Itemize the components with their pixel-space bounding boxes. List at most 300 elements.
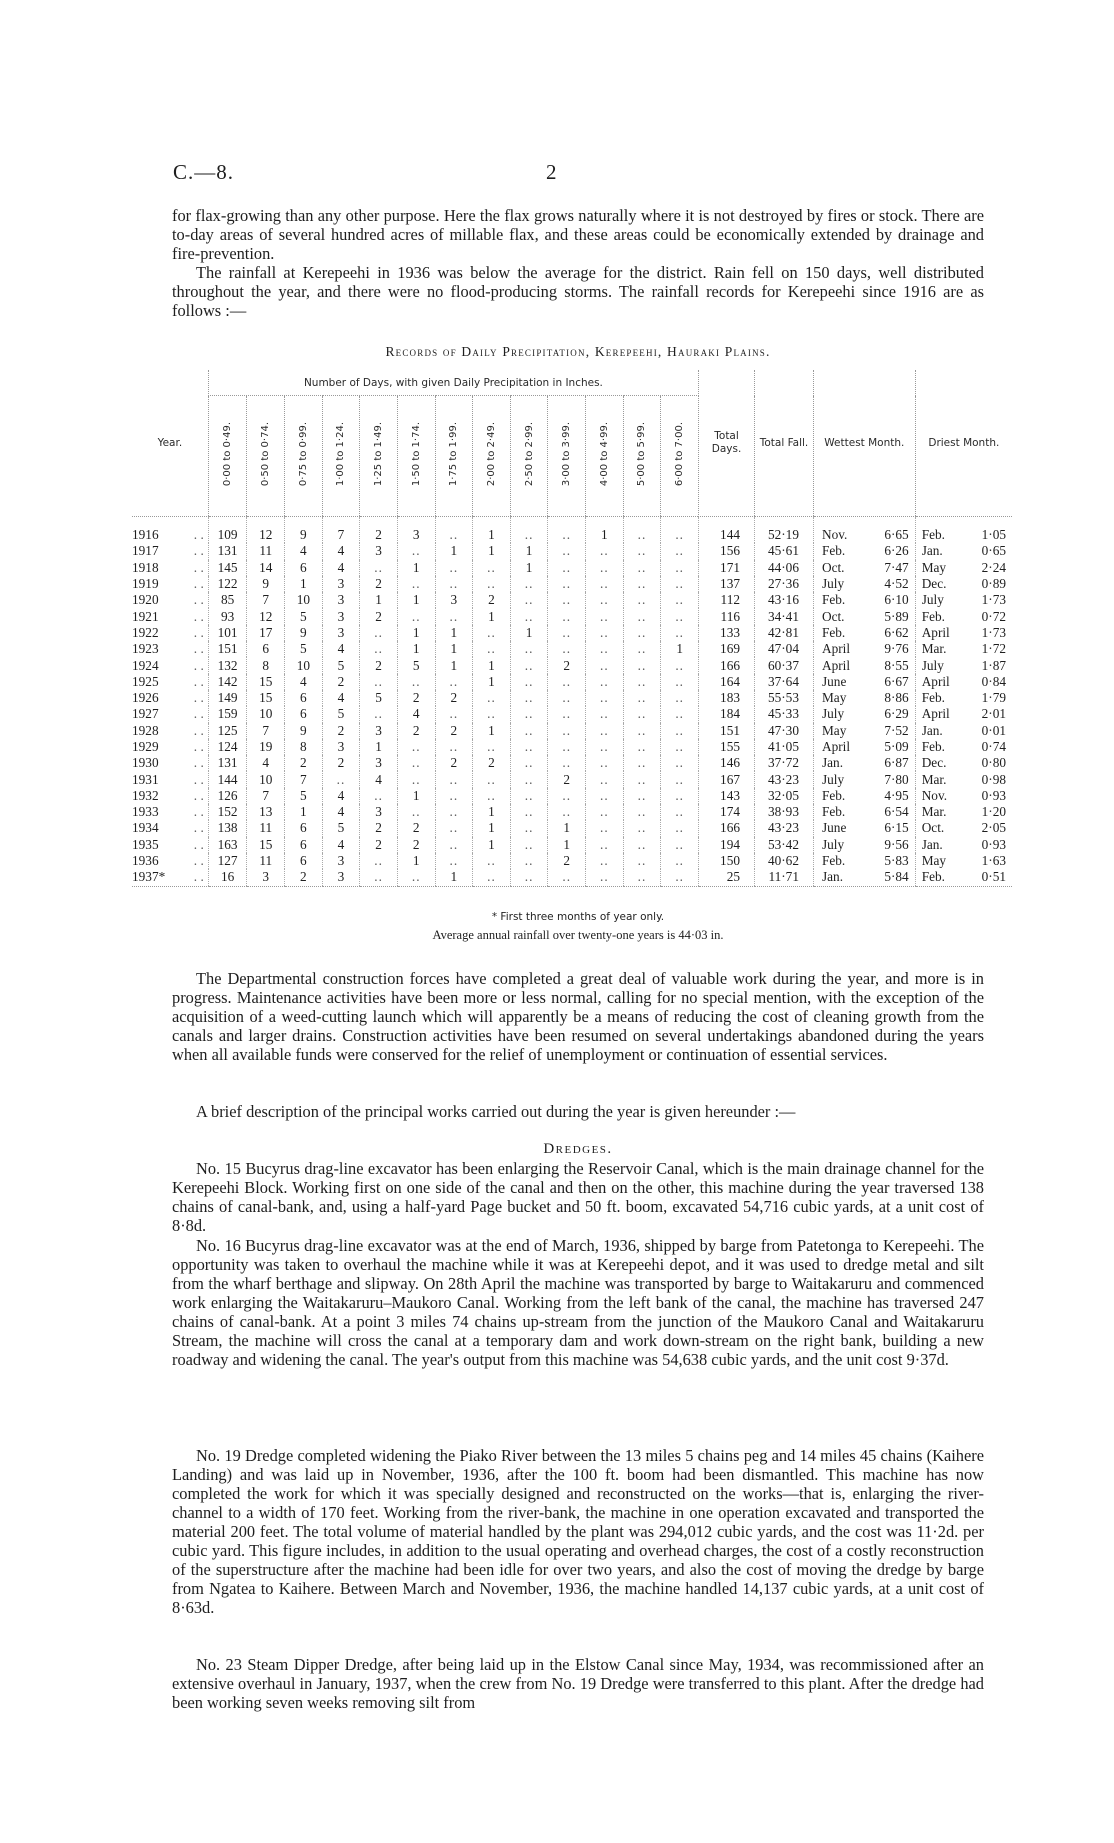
day-count-cell: 10	[285, 592, 323, 608]
day-count-cell: ..	[623, 608, 661, 624]
driest-value: 2·24	[981, 559, 1006, 575]
year-cell: 1935 . .	[132, 836, 204, 852]
paragraph-dredge-16: No. 16 Bucyrus drag-line excavator was at the end of March, 1936, shipped by barge from Patetonga to Kerepeehi. The opportunity was taken to overhaul the machine while it was at Kerepeehi depot, and it was used to dredge metal and silt from the wharf berthage and slipway. On 28th April the machine was transported by barge to Waitakaruru and commenced work enlarging the Waitakaruru–Maukoro Canal. Working from the left bank of the canal, the machine has traversed 247 chains of canal-bank. At a point 3 miles 74 chains up-stream from the junction of the Maukoro Canal and Waitakaruru Stream, the machine will cross the canal at a temporary dam and work down-stream on the right bank, building a new roadway and widening the canal. The year's output from this machine was 54,638 cubic yards, and the unit cost 9·37d.	[172, 1236, 984, 1369]
day-count-cell: ..	[397, 674, 435, 690]
driest-month-cell	[915, 723, 1012, 739]
day-count-cell: 10	[247, 771, 285, 787]
day-count-cell: 125	[208, 723, 247, 739]
day-count-cell: 4	[322, 690, 360, 706]
day-count-cell: 6	[285, 560, 323, 576]
driest-value: 1·05	[981, 527, 1006, 543]
year-cell: 1921 . .	[132, 608, 204, 624]
day-count-cell: ..	[623, 739, 661, 755]
wettest-month-cell	[813, 869, 915, 886]
day-count-cell: ..	[510, 641, 548, 657]
range-header	[661, 396, 699, 517]
driest-value: 1·63	[981, 853, 1006, 869]
day-count-cell: 2	[397, 820, 435, 836]
paragraph-dredge-23: No. 23 Steam Dipper Dredge, after being laid up in the Elstow Canal since May, 1934, was recommissioned after an extensive overhaul in January, 1937, when the crew from No. 19 Dredge were transferred to this plant. After the dredge had been working seven weeks removing silt from	[172, 1655, 984, 1712]
wettest-month-header: Wettest Month.	[813, 370, 915, 517]
day-count-cell: ..	[623, 657, 661, 673]
day-count-cell: 7	[322, 517, 360, 544]
day-count-cell: ..	[435, 674, 473, 690]
wettest-month-cell	[813, 723, 915, 739]
total-fall-cell: 53·42	[755, 837, 814, 853]
table-row	[132, 723, 1012, 739]
day-count-cell: ..	[397, 543, 435, 559]
day-count-cell: 4	[285, 543, 323, 559]
year-value: 1924	[132, 657, 159, 673]
day-count-cell: 4	[322, 560, 360, 576]
day-count-cell: 15	[247, 674, 285, 690]
year-value: 1930	[132, 755, 159, 771]
range-header	[586, 396, 624, 517]
wettest-value: 6·62	[884, 624, 909, 640]
wettest-month: June	[821, 673, 847, 689]
driest-value: 1·72	[981, 641, 1006, 657]
day-count-cell: ..	[473, 625, 511, 641]
day-count-cell: 2	[360, 837, 398, 853]
driest-value: 1·79	[981, 690, 1006, 706]
day-count-cell: 3	[322, 592, 360, 608]
day-count-cell: ..	[661, 517, 699, 544]
wettest-value: 6·10	[884, 592, 909, 608]
day-count-cell: 1	[510, 543, 548, 559]
driest-month-cell	[915, 625, 1012, 641]
day-count-cell: ..	[360, 641, 398, 657]
driest-month: Mar.	[921, 804, 947, 820]
driest-month-cell	[915, 837, 1012, 853]
wettest-month: April	[821, 657, 851, 673]
range-header-label: 3·00 to 3·99.	[561, 422, 573, 487]
driest-value: 0·74	[981, 739, 1006, 754]
day-count-cell: ..	[435, 820, 473, 836]
wettest-month-cell	[813, 853, 915, 869]
wettest-month-cell	[813, 706, 915, 722]
driest-value: 1·73	[981, 592, 1006, 608]
driest-value: 0·65	[981, 543, 1006, 559]
day-count-cell: ..	[510, 820, 548, 836]
day-count-cell: ..	[360, 706, 398, 722]
day-count-cell: ..	[623, 771, 661, 787]
day-count-cell: ..	[623, 560, 661, 576]
day-count-cell: ..	[548, 723, 586, 739]
wettest-month: May	[821, 722, 847, 738]
day-count-cell: 6	[285, 837, 323, 853]
table-title: Records of Daily Precipitation, Kerepeehi, Hauraki Plains.	[385, 344, 771, 359]
day-count-cell: 6	[285, 690, 323, 706]
table-footnote: * First three months of year only.	[491, 911, 665, 923]
day-count-cell: ..	[586, 690, 624, 706]
day-count-cell: 2	[473, 755, 511, 771]
day-count-cell: 4	[322, 543, 360, 559]
day-count-cell: 144	[208, 771, 247, 787]
total-days-cell: 166	[699, 820, 755, 836]
paragraph-dredge-15: No. 15 Bucyrus drag-line excavator has been enlarging the Reservoir Canal, which is the main drainage channel for the Kerepeehi Block. Working first on one side of the canal and then on the other, this machine during the year traversed 138 chains of canal-bank, and, using a half-yard Page bucket and 50 ft. boom, excavated 54,716 cubic yards, at a unit cost of 8·8d.	[172, 1159, 984, 1235]
wettest-month: Feb.	[821, 543, 846, 559]
wettest-value: 4·95	[884, 787, 909, 803]
day-count-cell: 1	[473, 657, 511, 673]
day-count-cell: 151	[208, 641, 247, 657]
range-header	[473, 396, 511, 517]
total-days-cell: 156	[699, 543, 755, 559]
total-days-cell: 166	[699, 657, 755, 673]
year-header: Year.	[132, 370, 208, 517]
day-count-cell: 1	[473, 517, 511, 544]
driest-month-cell	[915, 560, 1012, 576]
year-value: 1920	[132, 592, 159, 608]
total-fall-cell: 41·05	[755, 739, 814, 755]
day-count-cell: ..	[510, 706, 548, 722]
day-count-cell: ..	[586, 706, 624, 722]
year-value: 1934	[132, 820, 159, 836]
day-count-cell: 2	[435, 690, 473, 706]
day-count-cell: 109	[208, 517, 247, 544]
year-cell: 1936 . .	[132, 853, 204, 869]
day-count-cell: ..	[623, 804, 661, 820]
day-count-cell: ..	[661, 723, 699, 739]
day-count-cell: ..	[623, 674, 661, 690]
day-count-cell: ..	[510, 804, 548, 820]
day-count-cell: 7	[285, 771, 323, 787]
total-fall-cell: 34·41	[755, 608, 814, 624]
table-row	[132, 608, 1012, 624]
day-count-cell: ..	[435, 560, 473, 576]
range-header-label: 0·00 to 0·49.	[222, 422, 234, 487]
day-count-cell: 5	[322, 820, 360, 836]
year-cell: 1919 . .	[132, 576, 204, 592]
day-count-cell: 1	[473, 820, 511, 836]
total-days-cell: 150	[699, 853, 755, 869]
day-count-cell: 1	[285, 804, 323, 820]
table-row	[132, 657, 1012, 673]
day-count-cell: ..	[586, 820, 624, 836]
wettest-month-cell	[813, 739, 915, 755]
driest-month: Jan.	[921, 836, 943, 852]
day-count-cell: ..	[661, 788, 699, 804]
range-header	[397, 396, 435, 517]
driest-month-cell	[915, 608, 1012, 624]
day-count-cell: ..	[586, 592, 624, 608]
driest-month-cell	[915, 576, 1012, 592]
day-count-cell: ..	[661, 771, 699, 787]
year-cell: 1917 . .	[132, 543, 204, 559]
driest-month: Feb.	[921, 527, 945, 543]
total-days-cell: 183	[699, 690, 755, 706]
day-count-cell: 127	[208, 853, 247, 869]
driest-month: Feb.	[921, 869, 945, 885]
day-count-cell: 9	[285, 723, 323, 739]
day-count-cell: 1	[510, 560, 548, 576]
day-count-cell: 9	[285, 517, 323, 544]
day-count-cell: 131	[208, 543, 247, 559]
total-days-cell: 155	[699, 739, 755, 755]
wettest-value: 9·56	[884, 836, 909, 852]
day-count-cell: ..	[360, 560, 398, 576]
day-count-cell: ..	[510, 608, 548, 624]
driest-month: Mar.	[921, 641, 947, 657]
driest-month: Jan.	[921, 543, 943, 559]
day-count-cell: 131	[208, 755, 247, 771]
range-header	[435, 396, 473, 517]
table-row	[132, 625, 1012, 641]
wettest-month-cell	[813, 608, 915, 624]
day-count-cell: ..	[623, 820, 661, 836]
driest-month-cell	[915, 853, 1012, 869]
day-count-cell: 12	[247, 608, 285, 624]
year-value: 1935	[132, 836, 159, 852]
day-count-cell: 2	[285, 869, 323, 886]
wettest-value: 5·84	[884, 869, 909, 885]
year-value: 1928	[132, 722, 159, 738]
range-header-label: 0·50 to 0·74.	[260, 422, 272, 487]
day-count-cell: ..	[548, 788, 586, 804]
day-count-cell: 3	[322, 869, 360, 886]
day-count-cell: ..	[586, 674, 624, 690]
day-count-cell: ..	[435, 517, 473, 544]
day-count-cell: ..	[435, 788, 473, 804]
day-count-cell: ..	[473, 706, 511, 722]
year-cell: 1934 . .	[132, 820, 204, 836]
wettest-month: July	[821, 706, 845, 722]
wettest-value: 5·83	[884, 853, 909, 869]
day-count-cell: 5	[285, 788, 323, 804]
day-count-cell: 11	[247, 853, 285, 869]
driest-value: 0·84	[981, 673, 1006, 689]
year-cell: 1932 . .	[132, 787, 204, 803]
day-count-cell: ..	[623, 641, 661, 657]
day-count-cell: 1	[473, 543, 511, 559]
day-count-cell: 5	[285, 641, 323, 657]
day-count-cell: 142	[208, 674, 247, 690]
day-count-cell: ..	[623, 576, 661, 592]
day-count-cell: ..	[473, 869, 511, 886]
range-header-label: 6·00 to 7·00.	[674, 422, 686, 487]
day-count-cell: 2	[360, 576, 398, 592]
day-count-cell: 1	[473, 674, 511, 690]
day-count-cell: 2	[435, 755, 473, 771]
day-count-cell: ..	[435, 853, 473, 869]
day-count-cell: 1	[397, 560, 435, 576]
driest-month-cell	[915, 674, 1012, 690]
day-count-cell: ..	[623, 592, 661, 608]
day-count-cell: 6	[285, 820, 323, 836]
day-count-cell: ..	[661, 820, 699, 836]
table-row	[132, 755, 1012, 771]
wettest-month-cell	[813, 755, 915, 771]
driest-month-cell	[915, 755, 1012, 771]
total-fall-header: Total Fall.	[755, 370, 814, 517]
wettest-value: 5·89	[884, 608, 909, 624]
day-count-cell: 5	[285, 608, 323, 624]
day-count-cell: 2	[322, 755, 360, 771]
day-count-cell: ..	[360, 869, 398, 886]
table-row	[132, 576, 1012, 592]
wettest-month-cell	[813, 641, 915, 657]
range-header-label: 1·75 to 1·99.	[448, 422, 460, 487]
page-number: 2	[546, 160, 558, 184]
total-days-cell: 169	[699, 641, 755, 657]
wettest-month-cell	[813, 625, 915, 641]
day-count-cell: 3	[322, 576, 360, 592]
wettest-month: April	[821, 641, 851, 657]
wettest-month: July	[821, 836, 845, 852]
wettest-month-cell	[813, 771, 915, 787]
table-row	[132, 706, 1012, 722]
day-count-cell: ..	[661, 690, 699, 706]
day-count-cell: 19	[247, 739, 285, 755]
day-count-cell: ..	[623, 706, 661, 722]
table-row	[132, 853, 1012, 869]
driest-value: 2·05	[981, 820, 1006, 836]
wettest-value: 6·26	[884, 543, 909, 559]
day-count-cell: 2	[285, 755, 323, 771]
day-count-cell: ..	[510, 690, 548, 706]
day-count-cell: ..	[548, 592, 586, 608]
day-count-cell: ..	[435, 576, 473, 592]
year-value: 1921	[132, 608, 159, 624]
day-count-cell: 138	[208, 820, 247, 836]
day-count-cell: ..	[510, 517, 548, 544]
day-count-cell: 1	[548, 820, 586, 836]
day-count-cell: ..	[623, 625, 661, 641]
day-count-cell: ..	[623, 690, 661, 706]
total-fall-cell: 32·05	[755, 788, 814, 804]
year-cell: 1937* . .	[132, 869, 208, 886]
year-value: 1937*	[132, 869, 166, 885]
table-row	[132, 560, 1012, 576]
day-count-cell: ..	[586, 853, 624, 869]
driest-month-cell	[915, 869, 1012, 886]
day-count-cell: 2	[360, 820, 398, 836]
driest-month-cell	[915, 641, 1012, 657]
total-days-cell: 25	[699, 869, 755, 886]
day-count-cell: ..	[586, 723, 624, 739]
day-count-cell: 1	[397, 641, 435, 657]
day-count-cell: 4	[322, 641, 360, 657]
wettest-month: Jan.	[821, 869, 844, 885]
table-row	[132, 804, 1012, 820]
range-header	[285, 396, 323, 517]
driest-month-cell	[915, 788, 1012, 804]
total-fall-cell: 40·62	[755, 853, 814, 869]
day-count-cell: 15	[247, 837, 285, 853]
day-count-cell: 3	[360, 723, 398, 739]
day-count-cell: ..	[473, 739, 511, 755]
day-count-cell: ..	[661, 560, 699, 576]
day-count-cell: 16	[208, 869, 247, 886]
table-row	[132, 739, 1012, 755]
day-count-cell: 9	[247, 576, 285, 592]
day-count-cell: 1	[435, 543, 473, 559]
day-count-cell: ..	[586, 543, 624, 559]
day-count-cell: ..	[435, 706, 473, 722]
day-count-cell: 6	[285, 706, 323, 722]
day-count-cell: 1	[435, 657, 473, 673]
year-cell: 1929 . .	[132, 739, 204, 754]
day-count-cell: 14	[247, 560, 285, 576]
day-count-cell: 2	[473, 592, 511, 608]
wettest-month: Nov.	[821, 527, 848, 543]
wettest-month: Feb.	[821, 787, 846, 803]
year-cell: 1927 . .	[132, 706, 204, 722]
day-count-cell: ..	[510, 771, 548, 787]
wettest-month-cell	[813, 820, 915, 836]
total-fall-cell: 45·61	[755, 543, 814, 559]
day-count-cell: ..	[548, 608, 586, 624]
day-count-cell: 1	[473, 837, 511, 853]
wettest-value: 7·80	[884, 771, 909, 787]
day-count-cell: ..	[586, 625, 624, 641]
total-fall-cell: 47·30	[755, 723, 814, 739]
year-cell: 1916 . .	[132, 527, 204, 543]
day-count-cell: 2	[548, 771, 586, 787]
driest-month: Feb.	[921, 690, 945, 706]
day-count-cell: 4	[360, 771, 398, 787]
day-count-cell: 1	[661, 641, 699, 657]
wettest-value: 7·47	[884, 559, 909, 575]
day-count-cell: ..	[586, 641, 624, 657]
day-count-cell: ..	[510, 723, 548, 739]
range-header	[623, 396, 661, 517]
day-count-cell: 8	[247, 657, 285, 673]
precipitation-group-header: Number of Days, with given Daily Precipitation in Inches.	[208, 370, 698, 396]
day-count-cell: 5	[322, 706, 360, 722]
total-fall-cell: 47·04	[755, 641, 814, 657]
day-count-cell: 12	[247, 517, 285, 544]
day-count-cell: 2	[397, 723, 435, 739]
day-count-cell: ..	[623, 723, 661, 739]
year-cell: 1930 . .	[132, 755, 204, 771]
day-count-cell: ..	[548, 674, 586, 690]
total-days-cell: 144	[699, 517, 755, 544]
driest-value: 0·51	[981, 869, 1006, 885]
driest-month: July	[921, 657, 944, 673]
day-count-cell: ..	[473, 641, 511, 657]
year-cell: 1922 . .	[132, 624, 204, 640]
day-count-cell: ..	[548, 517, 586, 544]
day-count-cell: ..	[586, 657, 624, 673]
table-row	[132, 869, 1012, 886]
total-days-cell: 171	[699, 560, 755, 576]
range-header-label: 1·25 to 1·49.	[373, 422, 385, 487]
day-count-cell: 15	[247, 690, 285, 706]
day-count-cell: ..	[623, 543, 661, 559]
year-value: 1916	[132, 527, 159, 543]
driest-month: May	[921, 559, 947, 575]
wettest-month: Feb.	[821, 624, 846, 640]
driest-value: 0·89	[981, 576, 1006, 592]
driest-month: Dec.	[921, 755, 947, 771]
day-count-cell: ..	[360, 788, 398, 804]
total-fall-cell: 43·23	[755, 820, 814, 836]
day-count-cell: ..	[586, 576, 624, 592]
day-count-cell: ..	[586, 608, 624, 624]
range-header	[360, 396, 398, 517]
total-days-cell: 174	[699, 804, 755, 820]
day-count-cell: 93	[208, 608, 247, 624]
driest-month: Mar.	[921, 771, 947, 787]
table-row	[132, 788, 1012, 804]
year-value: 1933	[132, 804, 159, 820]
driest-value: 0·98	[981, 771, 1006, 787]
wettest-month: July	[821, 771, 845, 787]
year-value: 1927	[132, 706, 159, 722]
day-count-cell: ..	[510, 674, 548, 690]
driest-month: Feb.	[921, 608, 945, 624]
paragraph-flax: for flax-growing than any other purpose. Here the flax grows naturally where it is not destroyed by fires or stock. There are to-day areas of several hundred acres of millable flax, and these areas could be economically extended by drainage and fire-prevention.	[172, 206, 984, 263]
day-count-cell: ..	[510, 592, 548, 608]
